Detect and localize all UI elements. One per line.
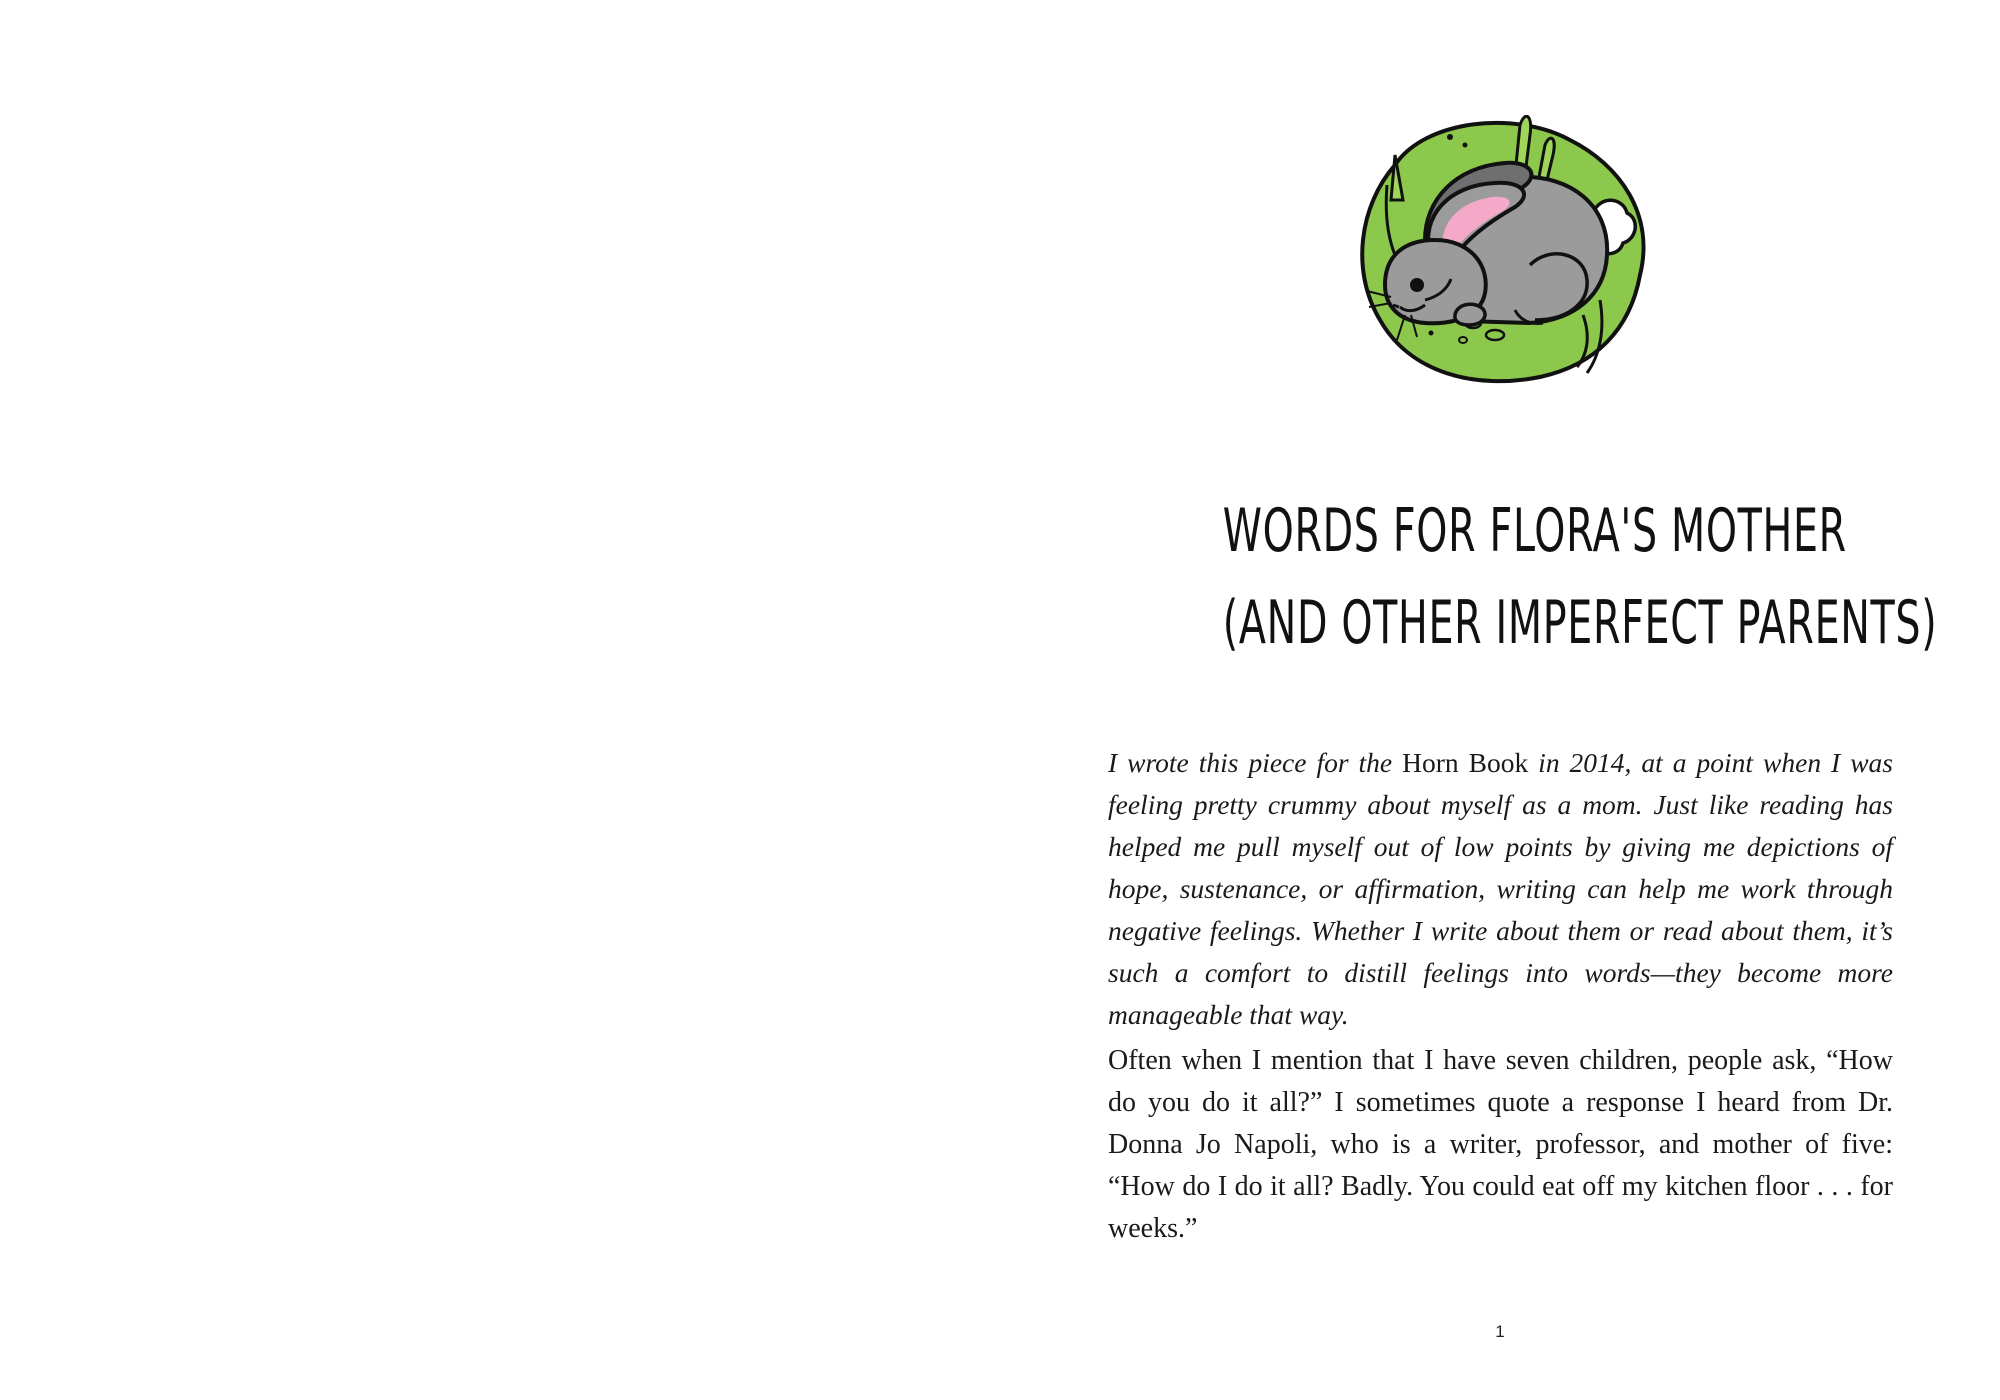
right-page xyxy=(1000,0,2000,1400)
rabbit-icon xyxy=(1355,115,1655,395)
intro-text-part-2: in 2014, at a point when I was feeling pretty crummy about myself as a mom. Just like reading has helped me pull myself out of low points by giving me depictions of hope, sustenance, or affirmation, writing can help me work through negative feelings. Whether I write about them or read about them, it’s such a comfort to distill feelings into words—they become more manageable that way. xyxy=(1108,747,1893,1030)
chapter-title xyxy=(1222,485,1938,669)
intro-paragraph xyxy=(1108,742,1893,1036)
chapter-title-line-1: WORDS FOR FLORA'S MOTHER xyxy=(1222,496,1847,566)
page-number: 1 xyxy=(1495,1322,1505,1341)
body-paragraph: Often when I mention that I have seven children, people ask, “How do you do it all?” I sometimes quote a response I heard from Dr. Donna Jo Napoli, who is a writer, professor, and mother of five: “How do I do it all? Badly. You could eat off my kitchen floor . . . for weeks.” xyxy=(1108,1045,1893,1244)
rabbit-eye xyxy=(1410,278,1424,292)
chapter-title-line-2: (AND OTHER IMPERFECT PARENTS) xyxy=(1222,588,1938,658)
publication-name: Horn Book xyxy=(1402,747,1529,778)
intro-text-part-1: I wrote this piece for the xyxy=(1108,747,1403,778)
rabbit-paw xyxy=(1455,304,1485,325)
